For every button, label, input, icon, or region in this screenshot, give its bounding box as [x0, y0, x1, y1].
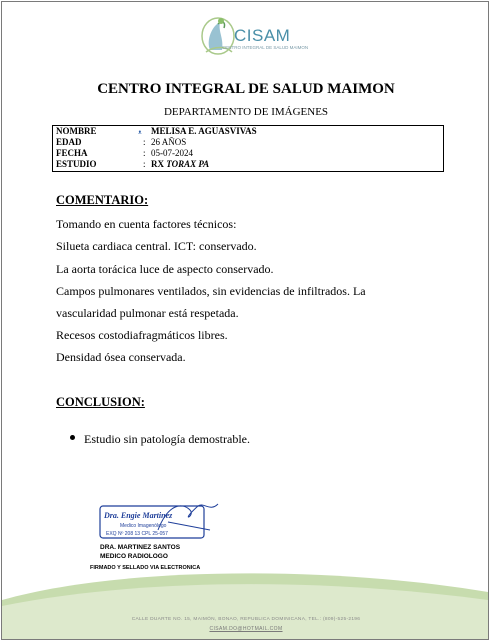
signature-stamp [98, 500, 222, 540]
comment-line: vascularidad pulmonar está respetada. [56, 306, 239, 320]
cisam-logo [188, 12, 308, 58]
study-label: ESTUDIO [56, 159, 97, 169]
logo-text: CISAM [234, 26, 291, 45]
comment-line: Densidad ósea conservada. [56, 350, 186, 364]
footer-address: CALLE DUARTE NO. 15, MAIMÓN, BONAO, REPUBLICA DOMINICANA, TEL.: (809)-525-2196 [131, 617, 361, 622]
doctor-name: DRA. MARTINEZ SANTOS [100, 544, 181, 551]
comment-line: Tomando en cuenta factores técnicos: [56, 217, 237, 231]
name-label: NOMBRE [56, 126, 97, 136]
conclusion-heading: CONCLUSION: [56, 395, 145, 409]
document-title: CENTRO INTEGRAL DE SALUD MAIMON [97, 81, 395, 97]
patient-info-box: NOMBRE ᴥ MELISA E. AGUASVIVAS EDAD : 26 AÑOS FECHA : 05-07-2024 ESTUDIO : RX TORAX PA [52, 125, 444, 172]
comment-line: Campos pulmonares ventilados, sin evidencias de infiltrados. La [56, 284, 366, 298]
study-value [151, 159, 209, 170]
stamp-title: Medico Imagenólogo [120, 523, 167, 529]
conclusion-item: Estudio sin patología demostrable. [84, 432, 250, 446]
study-value-italic: TORAX PA [166, 159, 210, 169]
date-value: 05-07-2024 [151, 148, 193, 158]
study-value-prefix: RX [151, 159, 164, 169]
stamp-graphic [98, 500, 222, 540]
comment-line: Silueta cardiaca central. ICT: conservado. [56, 239, 257, 253]
date-label: FECHA [56, 148, 88, 158]
age-label: EDAD [56, 137, 82, 147]
doctor-role: MEDICO RADIOLOGO [100, 553, 168, 560]
bullet-icon [70, 435, 75, 440]
stamp-name: Dra. Engie Martinez [104, 511, 173, 520]
logo-subtext: CENTRO INTEGRAL DE SALUD MAIMON [222, 45, 309, 50]
comment-line: La aorta torácica luce de aspecto conservado. [56, 262, 274, 276]
department-name: DEPARTAMENTO DE IMÁGENES [163, 106, 329, 118]
logo-emblem-icon [188, 12, 238, 58]
comment-line: Recesos costodiafragmáticos libres. [56, 328, 228, 342]
small-mark-icon: ᴥ [138, 128, 142, 136]
stamp-exq: EXQ Nº 208 13 CPL 25-057 [106, 531, 168, 537]
signed-note: FIRMADO Y SELLADO VIA ELECTRONICA [90, 565, 201, 571]
name-value: MELISA E. AGUASVIVAS [151, 126, 257, 136]
age-value: 26 AÑOS [151, 137, 187, 147]
footer-email-link[interactable]: CISAM.DO@HOTMAIL.COM [209, 626, 283, 632]
comment-heading: COMENTARIO: [56, 193, 149, 207]
